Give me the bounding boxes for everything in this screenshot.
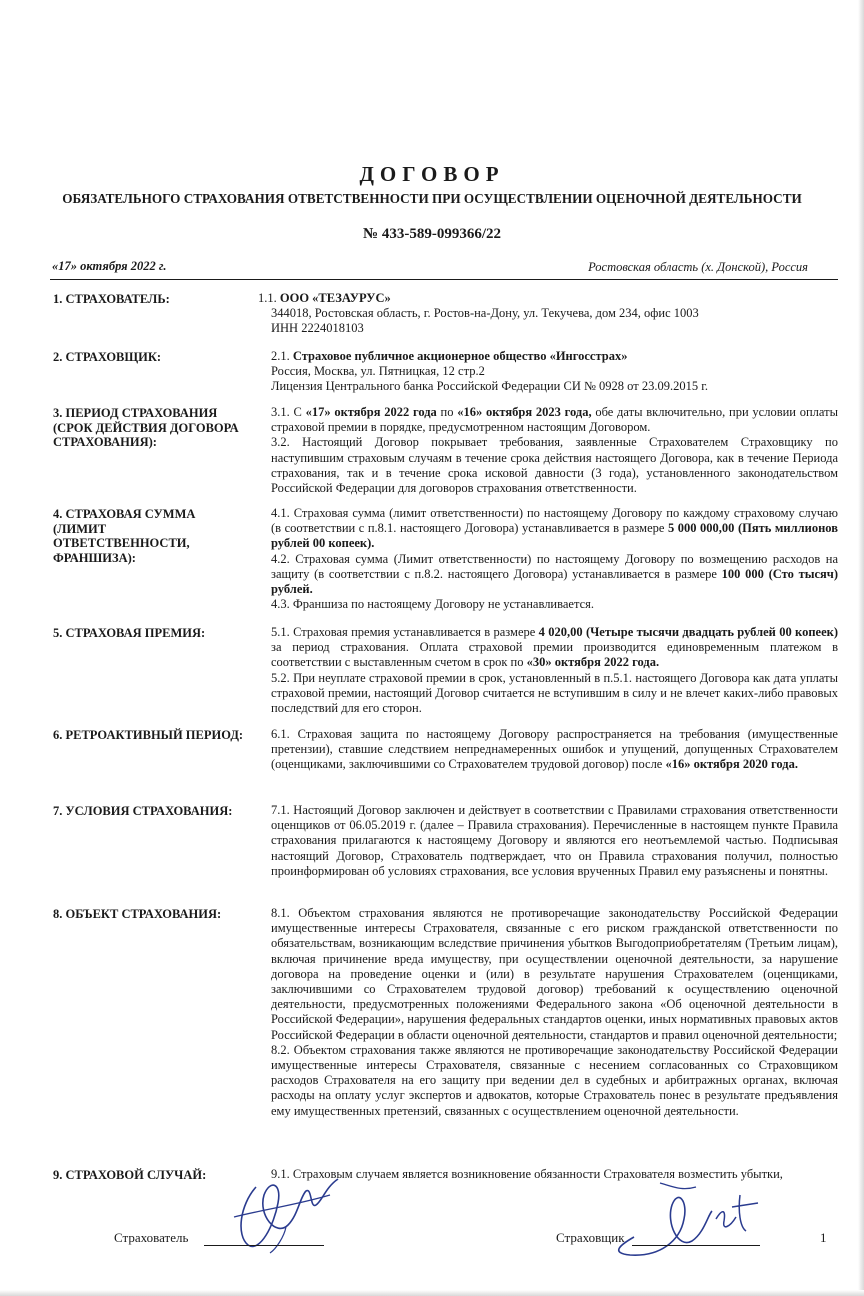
insurer-address: Россия, Москва, ул. Пятницкая, 12 стр.2 [271, 364, 485, 379]
page-edge-right [858, 0, 864, 1296]
contract-date: «17» октября 2022 г. [52, 259, 167, 273]
clause-5-2: 5.2. При неуплате страховой премии в срок, установленный в п.5.1. настоящего Договора как дата уплаты страховой премии, настоящий Договор считается не вступившим в силу и не влечет каких-либо правовых последствий для его сторон. [271, 670, 838, 716]
clause-8-2: 8.2. Объектом страхования также являются не противоречащие законодательству Российской Федерации имущественные интересы Страхователя, связанные с несением согласованных со Страховщиком расходов Страхователя на его защиту при ведении дел в судебных и арбитражных органах, включая расходы на оплату услуг экспертов и адвокатов, которые Страхователь понес в результате предъявления ему имущественных претензий, связанных с осуществлением оценочной деятельности. [271, 1042, 838, 1118]
document-subtitle: ОБЯЗАТЕЛЬНОГО СТРАХОВАНИЯ ОТВЕТСТВЕННОСТИ ПРИ ОСУЩЕСТВЛЕНИИ ОЦЕНОЧНОЙ ДЕЯТЕЛЬНОСТИ [62, 191, 802, 206]
section-5-label: 5. СТРАХОВАЯ ПРЕМИЯ: [53, 626, 206, 640]
section-4-body [271, 506, 838, 612]
insured-address: 344018, Ростовская область, г. Ростов-на-Дону, ул. Текучева, дом 234, офис 1003 [271, 306, 699, 321]
page-edge-bottom [0, 1290, 864, 1296]
clause-6-1: 6.1. Страховая защита по настоящему Договору распространяется на требования (имущественные претензии), ставшие следствием непреднамеренных ошибок и упущений, допущенных Страхователем (оценщиками, заключившими со Страхователем трудовой договор) после «16» октября 2020 года. [271, 727, 838, 772]
contract-number: № 433-589-099366/22 [363, 226, 501, 242]
section-6-label: 6. РЕТРОАКТИВНЫЙ ПЕРИОД: [53, 728, 244, 742]
insurer-name: Страховое публичное акционерное общество «Ингосстрах» [292, 349, 628, 363]
section-7-body [271, 803, 838, 879]
insurer-signature-line [632, 1245, 760, 1246]
section-2-label: 2. СТРАХОВЩИК: [53, 350, 162, 364]
document-title: ДОГОВОР [359, 162, 505, 186]
insured-name: ООО «ТЕЗАУРУС» [279, 291, 391, 305]
insurer-signature [600, 1175, 770, 1260]
section-3-body [271, 405, 838, 496]
header-divider [50, 279, 838, 280]
section-6-body [271, 727, 838, 773]
clause-4-3: 4.3. Франшиза по настоящему Договору не устанавливается. [271, 597, 594, 612]
clause-3-1: 3.1. С «17» октября 2022 года по «16» октября 2023 года, обе даты включительно, при условии оплаты страховой премии в порядке, предусмотренном настоящим Договором. [271, 405, 838, 435]
clause-9-1: 9.1. Страховым случаем является возникновение обязанности Страхователя возместить убытки, [271, 1167, 783, 1181]
insured-signature-line [204, 1245, 324, 1246]
clause-8-1: 8.1. Объектом страхования являются не противоречащие законодательству Российской Федерации имущественные интересы Страхователя, связанные с его риском гражданской ответственности по обязательствам, возникающим вследствие причинения убытков Выгодоприобретателям (Третьим лицам), включая причинение вреда имуществу, при осуществлении оценочной деятельности, за нарушение договора на проведение оценки и (или) в результате нарушения Страхователем (оценщиками, заключившими со Страхователем трудовой договор) требований к осуществлению оценочной деятельности, предусмотренных положениями Федерального закона «Об оценочной деятельности в Российской Федерации», нарушения федеральных стандартов оценки, иных нормативных правовых актов Российской Федерации в области оценочной деятельности, стандартов и правил оценочной деятельности; [271, 906, 838, 1042]
page-number: 1 [820, 1230, 827, 1245]
section-2-body [271, 349, 838, 395]
clause-5-1: 5.1. Страховая премия устанавливается в размере 4 020,00 (Четыре тысячи двадцать рублей 00 копеек) за период страхования. Оплата страховой премии производится единовременным платежом в соответствии с выставленным счетом в срок по «30» октября 2022 года. [271, 625, 839, 670]
section-7-label: 7. УСЛОВИЯ СТРАХОВАНИЯ: [53, 804, 233, 818]
clause-4-1: 4.1. Страховая сумма (лимит ответственности) по настоящему Договору по каждому страховому случаю (в соответствии с п.8.1. настоящего Договора) устанавливается в размере 5 000 000,00 (Пять миллионов рублей 00 копеек). [271, 506, 838, 551]
section-2-num: 2.1. [271, 349, 290, 363]
insurer-license: Лицензия Центрального банка Российской Федерации СИ № 0928 от 23.09.2015 г. [271, 379, 709, 394]
section-1-label: 1. СТРАХОВАТЕЛЬ: [53, 292, 170, 306]
clause-7-1: 7.1. Настоящий Договор заключен и действует в соответствии с Правилами страхования ответственности оценщиков от 06.05.2019 г. (далее – Правила страхования). Перечисленные в настоящем пункте Правила страхования прилагаются к настоящему Договору и являются его неотъемлемой частью. Подписывая настоящий Договор, Страхователь подтверждает, что он Правила страхования получил, полностью проинформирован об условиях страхования, все условия врученных Правил ему разъяснены и понятны. [271, 803, 838, 878]
section-9-label: 9. СТРАХОВОЙ СЛУЧАЙ: [53, 1168, 207, 1182]
contract-place: Ростовская область (х. Донской), Россия [588, 260, 808, 274]
section-1-body [258, 291, 825, 337]
insured-signature-label: Страхователь [114, 1230, 189, 1245]
insured-signature [226, 1165, 346, 1255]
section-8-body [271, 906, 838, 1119]
insured-inn: ИНН 2224018103 [271, 321, 364, 336]
clause-3-2: 3.2. Настоящий Договор покрывает требования, заявленные Страхователем Страховщику по наступившим страховым случаям в течение срока действия настоящего Договора, как в течение Периода страхования, так и в течение срока исковой давности (3 года), установленного законодательством Российской Федерации для договоров страхования ответственности. [271, 435, 838, 496]
section-3-label: 3. ПЕРИОД СТРАХОВАНИЯ (СРОК ДЕЙСТВИЯ ДОГОВОРА СТРАХОВАНИЯ): [53, 406, 239, 450]
section-1-num: 1.1. [258, 291, 277, 305]
section-5-body [271, 625, 838, 716]
clause-4-2: 4.2. Страховая сумма (Лимит ответственности) по настоящему Договору по возмещению расходов на защиту (в соответствии с п.8.2. настоящего Договора) устанавливается в размере 100 000 (Сто тысяч) рублей. [271, 551, 838, 597]
insurer-signature-label: Страховщик [556, 1230, 625, 1245]
section-8-label: 8. ОБЪЕКТ СТРАХОВАНИЯ: [53, 907, 222, 921]
section-4-label: 4. СТРАХОВАЯ СУММА (ЛИМИТ ОТВЕТСТВЕННОСТИ, ФРАНШИЗА): [53, 507, 196, 565]
